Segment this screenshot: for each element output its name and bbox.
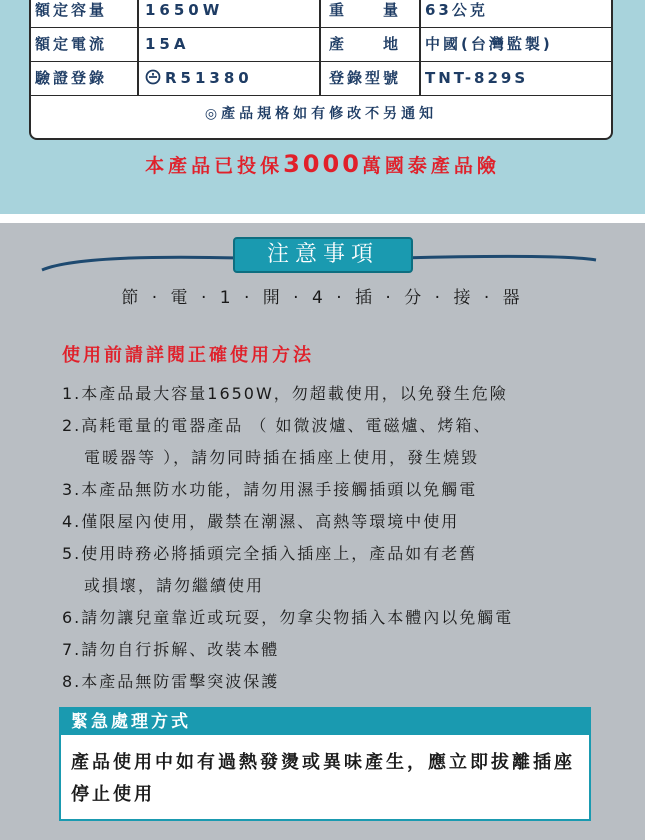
spec-label: 驗證登錄	[35, 69, 108, 87]
emergency-title: 緊急處理方式	[61, 709, 589, 735]
spec-label: 登錄型號	[319, 62, 419, 95]
spec-table	[29, 0, 613, 140]
notice-item: 5.使用時務必將插頭完全插入插座上，產品如有老舊	[62, 544, 478, 563]
emergency-text: 產品使用中如有過熱發燙或異味產生，應立即拔離插座停止使用	[71, 752, 575, 805]
notice-item: 7.請勿自行拆解、改裝本體	[62, 640, 280, 659]
spec-value: 中國(台灣監製)	[419, 28, 611, 61]
spec-row	[31, 28, 611, 62]
certification-mark-icon	[145, 69, 161, 85]
spec-value: 63公克	[419, 0, 611, 27]
spec-label: 額定電流	[35, 35, 108, 53]
notice-item: 2.高耗電量的電器產品 （ 如微波爐、電磁爐、烤箱、	[62, 416, 492, 435]
spec-row	[31, 0, 611, 28]
spec-value: 1650W	[137, 0, 325, 27]
notice-item: 4.僅限屋內使用，嚴禁在潮濕、高熱等環境中使用	[62, 512, 460, 531]
spec-section	[0, 0, 645, 214]
notice-list	[62, 378, 642, 698]
spec-label: 額定容量	[35, 1, 108, 19]
spec-value: TNT-829S	[419, 62, 611, 95]
emergency-box	[59, 707, 591, 821]
notice-item: 6.請勿讓兒童靠近或玩耍，勿拿尖物插入本體內以免觸電	[62, 608, 514, 627]
section-divider	[0, 214, 645, 223]
spec-value: 15A	[137, 28, 325, 61]
usage-subheading: 使用前請詳閱正確使用方法	[62, 345, 314, 366]
spec-label: 重 量	[319, 0, 419, 27]
notice-item-continuation: 電暖器等 ），請勿同時插在插座上使用，發生燒毀	[84, 448, 480, 467]
notice-item: 8.本產品無防雷擊突波保護	[62, 672, 280, 691]
spec-label: 產 地	[319, 28, 419, 61]
spec-value: R51380	[137, 62, 325, 95]
insurance-statement: 本產品已投保3000萬國泰產品險	[145, 150, 500, 178]
notice-title: 注意事項	[233, 237, 413, 273]
slogan: 節 · 電 · 1 · 開 · 4 · 插 · 分 · 接 · 器	[121, 288, 524, 308]
spec-row	[31, 62, 611, 96]
notice-item: 1.本產品最大容量1650W，勿超載使用，以免發生危險	[62, 384, 508, 403]
spec-note: ◎產品規格如有修改不另通知	[204, 106, 438, 122]
notice-item: 3.本產品無防水功能，請勿用濕手接觸插頭以免觸電	[62, 480, 478, 499]
notice-item-continuation: 或損壞，請勿繼續使用	[84, 576, 265, 595]
